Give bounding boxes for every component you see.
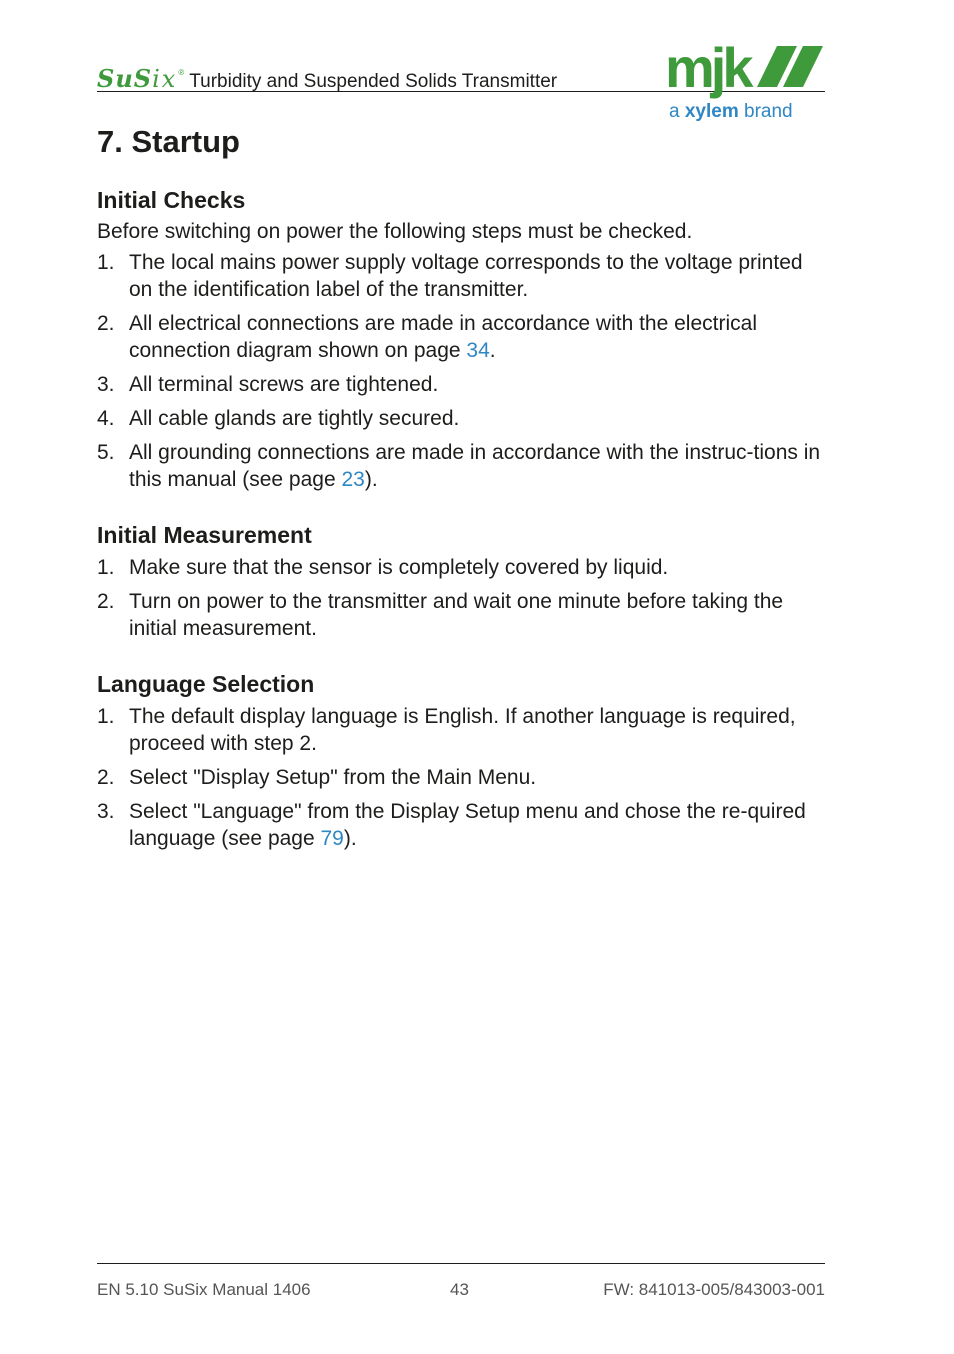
footer-firmware: FW: 841013-005/843003-001 (603, 1280, 825, 1299)
list-item: 1. Make sure that the sensor is completely covered by liquid. (97, 556, 669, 579)
list-item: 3. Select "Language" from the Display Setup menu and chose the re-quired language (see page 79). (97, 800, 806, 850)
page-title: 7. Startup (97, 124, 240, 159)
footer-divider (97, 1263, 825, 1264)
section-initial-measurement (97, 520, 827, 642)
list-item: 1. The default display language is English. If another language is required, proceed with step 2. (97, 705, 796, 755)
page-link-23[interactable]: 23 (341, 468, 365, 491)
section-intro: Before switching on power the following steps must be checked. (97, 220, 693, 243)
header-brand-line (97, 64, 557, 93)
list-item: 1. The local mains power supply voltage corresponds to the voltage printed on the identification label of the transmitter. (97, 251, 803, 301)
section-heading: Initial Checks (97, 187, 246, 213)
section-initial-checks (97, 185, 827, 493)
page-link-34[interactable]: 34 (466, 339, 490, 362)
list-item: 4. All cable glands are tightly secured. (97, 407, 460, 430)
page-link-79[interactable]: 79 (320, 827, 344, 850)
section-heading: Language Selection (97, 671, 315, 697)
header-title: Turbidity and Suspended Solids Transmitter (189, 71, 558, 92)
footer-document-id: EN 5.10 SuSix Manual 1406 (97, 1280, 311, 1299)
list-item: 5. All grounding connections are made in accordance with the instruc-tions in this manual (see page 23). (97, 441, 821, 491)
xylem-tagline: a xylem brand (669, 101, 793, 122)
checklist (97, 249, 827, 493)
susix-logo: SuSix (97, 64, 178, 93)
steps-list (97, 703, 827, 852)
page-header (97, 40, 825, 130)
section-heading: Initial Measurement (97, 522, 312, 548)
page-content (97, 122, 827, 852)
list-item: 3. All terminal screws are tightened. (97, 373, 439, 396)
list-item: 2. All electrical connections are made in accordance with the electrical connection diagram shown on page 34. (97, 312, 757, 362)
registered-mark: ® (178, 68, 185, 77)
list-item: 2. Turn on power to the transmitter and wait one minute before taking the initial measurement. (97, 590, 784, 640)
svg-text:mjk: mjk (665, 40, 750, 99)
section-language-selection (97, 669, 827, 852)
footer-page-number: 43 (450, 1280, 469, 1299)
steps-list (97, 554, 827, 642)
list-item: 2. Select "Display Setup" from the Main Menu. (97, 766, 537, 789)
